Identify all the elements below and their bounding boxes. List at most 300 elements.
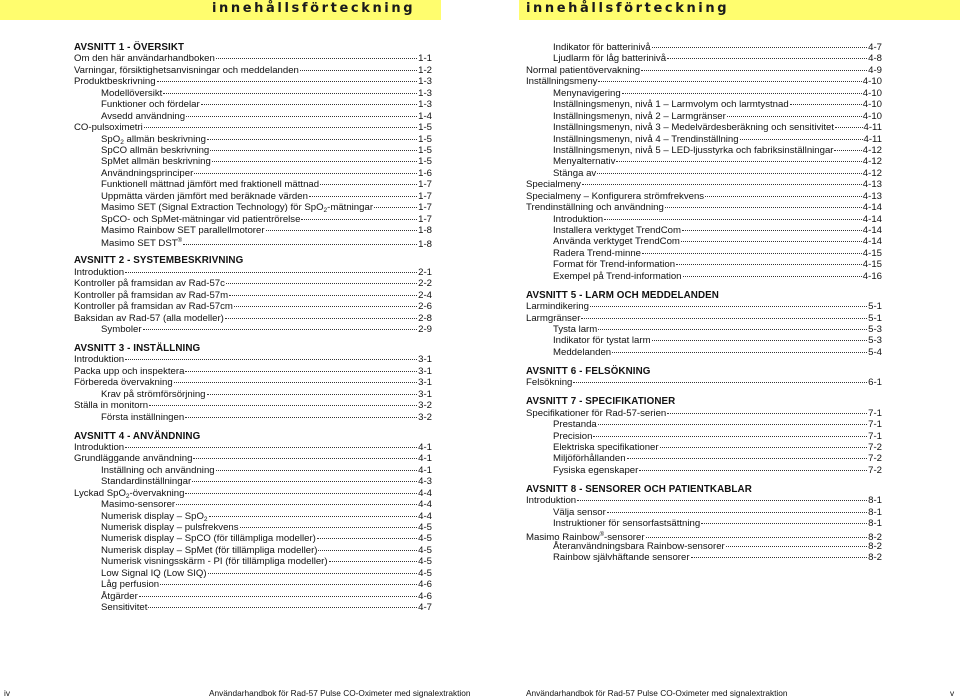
toc-entry[interactable] bbox=[526, 377, 882, 388]
toc-entry-title-text: Masimo-sensorer bbox=[101, 499, 176, 511]
toc-entry-title bbox=[101, 99, 200, 110]
toc-entry-title bbox=[101, 545, 317, 556]
toc-subentry[interactable] bbox=[526, 88, 882, 99]
header-title-left: innehållsförteckning bbox=[212, 1, 416, 16]
toc-entry[interactable] bbox=[74, 354, 432, 365]
toc-entry-title-text: Masimo SET (Signal Extraction Technology) för SpO bbox=[101, 202, 324, 214]
dot-leader bbox=[234, 306, 417, 307]
toc-page-number: 1-6 bbox=[418, 167, 432, 179]
toc-subentry[interactable] bbox=[526, 248, 882, 259]
dot-leader bbox=[691, 557, 868, 558]
toc-subentry[interactable] bbox=[526, 347, 882, 358]
toc-entry[interactable] bbox=[526, 495, 882, 506]
toc-subentry[interactable] bbox=[526, 225, 882, 236]
dot-leader bbox=[309, 196, 417, 197]
toc-entry[interactable] bbox=[74, 400, 432, 411]
toc-page-number: 1-5 bbox=[418, 122, 432, 134]
toc-page-number: 1-4 bbox=[418, 110, 432, 122]
section-spacer bbox=[74, 335, 432, 343]
toc-entry-title-text: Precision bbox=[553, 430, 593, 442]
toc-subentry[interactable] bbox=[526, 236, 882, 247]
toc-subentry[interactable] bbox=[74, 88, 432, 99]
toc-entry-title-text: Numerisk display – SpO bbox=[101, 510, 204, 522]
dot-leader bbox=[705, 196, 862, 197]
toc-entry-title-text: Standardinställningar bbox=[101, 476, 192, 488]
toc-entry-title bbox=[553, 225, 681, 236]
toc-entry-title-text: Tysta larm bbox=[553, 324, 598, 335]
toc-entry[interactable] bbox=[74, 377, 432, 388]
toc-entry-title-text: Låg perfusion bbox=[101, 579, 160, 591]
toc-subentry[interactable] bbox=[74, 389, 432, 400]
toc-entry[interactable] bbox=[526, 313, 882, 324]
toc-entry-title bbox=[526, 408, 666, 419]
toc-entry-title bbox=[74, 366, 184, 377]
toc-subentry[interactable] bbox=[74, 465, 432, 476]
toc-entry-title bbox=[553, 214, 603, 225]
toc-entry-title-text: Krav på strömförsörjning bbox=[101, 388, 206, 400]
toc-entry[interactable] bbox=[526, 65, 882, 76]
toc-entry[interactable] bbox=[74, 278, 432, 289]
dot-leader bbox=[598, 81, 861, 82]
toc-entry-title bbox=[101, 145, 209, 156]
toc-subentry[interactable] bbox=[74, 602, 432, 613]
toc-entry-title-text: Meddelanden bbox=[553, 346, 612, 358]
dot-leader bbox=[639, 470, 867, 471]
toc-entry[interactable] bbox=[74, 65, 432, 76]
toc-page-number: 4-15 bbox=[862, 247, 882, 259]
dot-leader bbox=[622, 93, 862, 94]
dot-leader bbox=[652, 340, 868, 341]
toc-page-number: 1-7 bbox=[418, 190, 432, 202]
section-heading: AVSNITT 3 - INSTÄLLNING bbox=[74, 342, 201, 354]
dot-leader bbox=[374, 207, 417, 208]
toc-entry-title bbox=[553, 442, 659, 453]
toc-subentry[interactable] bbox=[526, 134, 882, 145]
toc-entry-title bbox=[101, 236, 182, 250]
toc-subentry[interactable] bbox=[74, 134, 432, 145]
toc-subentry[interactable] bbox=[74, 214, 432, 225]
dot-leader bbox=[627, 458, 868, 459]
dot-leader bbox=[612, 352, 867, 353]
toc-entry-title bbox=[74, 290, 228, 301]
toc-subentry[interactable] bbox=[526, 324, 882, 335]
toc-subentry[interactable] bbox=[526, 419, 882, 430]
toc-entry-title-text: Produktbeskrivning bbox=[74, 76, 156, 88]
toc-subentry[interactable] bbox=[74, 236, 432, 250]
toc-subentry[interactable] bbox=[74, 179, 432, 190]
subscript: 2 bbox=[203, 515, 208, 523]
toc-entry-title bbox=[101, 568, 207, 579]
toc-entry-title bbox=[526, 179, 581, 190]
subscript: 2 bbox=[323, 207, 328, 215]
dot-leader bbox=[216, 58, 417, 59]
toc-entry[interactable] bbox=[526, 202, 882, 213]
toc-subentry[interactable] bbox=[526, 552, 882, 563]
toc-entry-title bbox=[553, 259, 675, 270]
toc-page-number: 2-1 bbox=[418, 266, 432, 278]
toc-subentry[interactable] bbox=[74, 545, 432, 556]
toc-entry-title bbox=[553, 156, 615, 167]
toc-entry-title bbox=[74, 65, 299, 76]
footer-text-left: Användarhandbok för Rad-57 Pulse CO-Oximeter med signalextraktion bbox=[209, 688, 471, 698]
footer-text-right: Användarhandbok för Rad-57 Pulse CO-Oximeter med signalextraktion bbox=[526, 688, 788, 698]
toc-entry-title bbox=[101, 191, 308, 202]
toc-page-number: 1-7 bbox=[418, 213, 432, 225]
toc-page-number: 7-1 bbox=[868, 430, 882, 442]
toc-entry-title bbox=[101, 476, 191, 487]
toc-subentry[interactable] bbox=[74, 499, 432, 510]
toc-entry-title-text: SpCO- och SpMet-mätningar vid patientrörelse bbox=[101, 213, 301, 225]
toc-subentry[interactable] bbox=[74, 533, 432, 544]
toc-page-number: 1-5 bbox=[418, 133, 432, 145]
toc-page-number: 8-2 bbox=[868, 540, 882, 552]
toc-page-number: 1-1 bbox=[418, 53, 432, 65]
toc-entry-title bbox=[101, 602, 147, 613]
toc-page-number: 3-1 bbox=[418, 365, 432, 377]
toc-entry-title-text: Välja sensor bbox=[553, 506, 606, 518]
toc-subentry[interactable] bbox=[526, 335, 882, 346]
toc-page-number: 8-1 bbox=[868, 506, 882, 518]
toc-subentry[interactable] bbox=[526, 431, 882, 442]
toc-subentry[interactable] bbox=[74, 568, 432, 579]
toc-entry-title-text: Använda verktyget TrendCom bbox=[553, 236, 680, 248]
toc-page-number: 6-1 bbox=[868, 377, 882, 389]
toc-entry-title-text: Baksidan av Rad-57 (alla modeller) bbox=[74, 312, 224, 324]
toc-entry-title-text: Inställningsmenyn, nivå 4 – Trendinställning bbox=[553, 133, 739, 145]
toc-page-number: 4-10 bbox=[862, 76, 882, 88]
toc-page-number: 4-12 bbox=[862, 144, 882, 156]
dot-leader bbox=[192, 481, 417, 482]
toc-entry-title bbox=[553, 134, 739, 145]
toc-subentry[interactable] bbox=[526, 122, 882, 133]
toc-page-number: 4-4 bbox=[418, 510, 432, 522]
dot-leader bbox=[207, 139, 417, 140]
toc-subentry[interactable] bbox=[526, 271, 882, 282]
dot-leader bbox=[604, 219, 862, 220]
toc-entry-title bbox=[74, 122, 143, 133]
toc-entry[interactable] bbox=[526, 408, 882, 419]
toc-subentry[interactable] bbox=[74, 522, 432, 533]
section-spacer bbox=[526, 358, 882, 366]
toc-entry-title bbox=[553, 248, 641, 259]
toc-entry-title-suffix: -sensorer bbox=[604, 531, 645, 543]
toc-subentry[interactable] bbox=[526, 99, 882, 110]
dot-leader bbox=[573, 382, 867, 383]
toc-entry-title-text: Menynavigering bbox=[553, 87, 621, 99]
toc-subentry[interactable] bbox=[74, 99, 432, 110]
toc-page-number: 4-11 bbox=[863, 122, 882, 134]
dot-leader bbox=[207, 394, 418, 395]
toc-subentry[interactable] bbox=[526, 168, 882, 179]
toc-entry-title-text: Instruktioner för sensorfastsättning bbox=[553, 518, 701, 530]
toc-entry-title-text: Masimo Rainbow SET parallellmotorer bbox=[101, 225, 265, 236]
dot-leader bbox=[212, 161, 417, 162]
toc-entry-title bbox=[553, 347, 611, 358]
toc-entry-title bbox=[526, 65, 640, 76]
toc-entry-title-text: Normal patientövervakning bbox=[526, 64, 641, 76]
toc-subentry[interactable] bbox=[526, 465, 882, 476]
toc-entry-title-text: Numerisk display – SpCO (för tillämpliga modeller) bbox=[101, 533, 316, 545]
toc-entry-title-text: Avsedd användning bbox=[101, 110, 186, 122]
toc-entry-title-text: Specifikationer för Rad-57-serien bbox=[526, 407, 667, 419]
toc-subentry[interactable] bbox=[74, 591, 432, 602]
toc-entry-title bbox=[553, 507, 606, 518]
toc-entry-title-text: SpO bbox=[101, 133, 121, 145]
toc-entry-title bbox=[553, 335, 651, 346]
dot-leader bbox=[185, 417, 417, 418]
toc-subentry[interactable] bbox=[526, 53, 882, 64]
toc-page-number: 4-4 bbox=[418, 487, 432, 499]
dot-leader bbox=[329, 561, 418, 562]
toc-entry[interactable] bbox=[526, 179, 882, 190]
toc-subentry[interactable] bbox=[526, 518, 882, 529]
toc-entry-title-text: Ställa in monitorn bbox=[74, 400, 149, 412]
section-heading: AVSNITT 7 - SPECIFIKATIONER bbox=[526, 396, 676, 408]
toc-page-number: 4-7 bbox=[418, 602, 432, 614]
toc-entry-title bbox=[74, 442, 124, 453]
toc-entry-title bbox=[101, 533, 316, 544]
toc-entry-title bbox=[101, 225, 265, 236]
toc-subentry[interactable] bbox=[526, 145, 882, 156]
toc-page-number: 4-14 bbox=[862, 202, 882, 214]
toc-subentry[interactable] bbox=[74, 145, 432, 156]
toc-page-number: 2-8 bbox=[418, 312, 432, 324]
toc-subentry[interactable] bbox=[74, 324, 432, 335]
toc-page-number: 4-11 bbox=[863, 133, 882, 145]
dot-leader bbox=[597, 173, 862, 174]
toc-entry-title-text: Användningsprinciper bbox=[101, 167, 194, 179]
dot-leader bbox=[665, 207, 862, 208]
toc-entry-title-text: Larmindikering bbox=[526, 301, 589, 313]
toc-entry-title bbox=[101, 556, 328, 567]
dot-leader bbox=[216, 470, 418, 471]
dot-leader bbox=[318, 550, 417, 551]
dot-leader bbox=[240, 527, 418, 528]
dot-leader bbox=[266, 230, 418, 231]
dot-leader bbox=[144, 127, 417, 128]
toc-subentry[interactable] bbox=[526, 111, 882, 122]
toc-entry[interactable] bbox=[74, 267, 432, 278]
toc-entry-title-text: Masimo SET DST bbox=[101, 238, 178, 250]
toc-subentry[interactable] bbox=[74, 111, 432, 122]
toc-entry-title bbox=[101, 111, 185, 122]
toc-entry-title bbox=[74, 377, 173, 388]
toc-page-number: 4-15 bbox=[862, 259, 882, 271]
toc-entry-title-text: Ljudlarm för låg batterinivå bbox=[553, 53, 667, 65]
toc-subentry[interactable] bbox=[526, 507, 882, 518]
toc-subentry[interactable] bbox=[74, 511, 432, 522]
dot-leader bbox=[598, 329, 867, 330]
toc-subentry[interactable] bbox=[526, 214, 882, 225]
toc-entry-title-suffix: allmän beskrivning bbox=[123, 133, 206, 145]
toc-entry-title-text: Inställning och användning bbox=[101, 464, 215, 476]
toc-page-number: 4-5 bbox=[418, 522, 432, 533]
dot-leader bbox=[593, 436, 867, 437]
dot-leader bbox=[676, 264, 862, 265]
toc-subentry[interactable] bbox=[526, 442, 882, 453]
toc-subentry[interactable] bbox=[74, 225, 432, 236]
toc-subentry[interactable] bbox=[526, 156, 882, 167]
dot-leader bbox=[834, 150, 861, 151]
toc-subentry[interactable] bbox=[526, 259, 882, 270]
section-heading: AVSNITT 1 - ÖVERSIKT bbox=[74, 42, 185, 53]
toc-page-number: 2-6 bbox=[418, 301, 432, 313]
toc-page-number: 8-1 bbox=[868, 495, 882, 507]
toc-entry-title bbox=[553, 99, 789, 110]
dot-leader bbox=[225, 318, 417, 319]
toc-page-number: 4-6 bbox=[418, 579, 432, 591]
toc-entry[interactable] bbox=[526, 191, 882, 202]
toc-page-number: 1-3 bbox=[418, 99, 432, 111]
toc-entry-title-text: Indikator för tystat larm bbox=[553, 335, 651, 347]
toc-subentry[interactable] bbox=[526, 541, 882, 552]
toc-entry[interactable] bbox=[526, 301, 882, 312]
toc-page-number: 1-3 bbox=[418, 87, 432, 99]
section-spacer bbox=[526, 282, 882, 290]
toc-entry-title-text: Förbereda övervakning bbox=[74, 377, 173, 389]
toc-subentry[interactable] bbox=[74, 412, 432, 423]
section-heading: AVSNITT 6 - FELSÖKNING bbox=[526, 365, 651, 377]
toc-entry-title-text: Funktioner och fördelar bbox=[101, 99, 200, 111]
toc-entry-title-text: Packa upp och inspektera bbox=[74, 365, 185, 377]
toc-subentry[interactable] bbox=[74, 168, 432, 179]
toc-subentry[interactable] bbox=[74, 476, 432, 487]
toc-entry-title bbox=[526, 313, 580, 324]
toc-entry[interactable] bbox=[74, 76, 432, 87]
toc-page-number: 4-14 bbox=[862, 225, 882, 236]
toc-subentry[interactable] bbox=[74, 156, 432, 167]
toc-entry-title bbox=[553, 236, 680, 247]
dot-leader bbox=[726, 546, 867, 547]
toc-entry-title-text: Introduktion bbox=[526, 495, 577, 507]
toc-entry-title bbox=[74, 267, 124, 278]
section-heading: AVSNITT 8 - SENSORER OCH PATIENTKABLAR bbox=[526, 483, 752, 495]
toc-entry[interactable] bbox=[74, 488, 432, 499]
toc-page-number: 4-4 bbox=[418, 499, 432, 511]
toc-page-number: 4-6 bbox=[418, 590, 432, 602]
toc-page-number: 4-1 bbox=[418, 453, 432, 465]
toc-page-number: 5-3 bbox=[868, 335, 882, 347]
dot-leader bbox=[226, 283, 417, 284]
toc-entry[interactable] bbox=[74, 453, 432, 464]
toc-page-number: 4-1 bbox=[418, 464, 432, 476]
toc-entry-title bbox=[101, 179, 319, 190]
toc-entry-title-text: Trendinställning och användning bbox=[526, 202, 664, 214]
toc-page-number: 5-4 bbox=[868, 346, 882, 358]
toc-entry[interactable] bbox=[74, 366, 432, 377]
toc-subentry[interactable] bbox=[74, 202, 432, 213]
toc-page-number: 4-1 bbox=[418, 441, 432, 453]
toc-page-number: 7-2 bbox=[868, 441, 882, 453]
toc-entry-title bbox=[101, 522, 239, 533]
toc-entry-title bbox=[553, 88, 621, 99]
toc-entry-title-text: Inställningsmenyn, nivå 5 – LED-ljusstyrka och fabriksinställningar bbox=[553, 144, 834, 156]
toc-entry-title-text: Sensitivitet bbox=[101, 602, 148, 614]
toc-entry-title bbox=[101, 324, 142, 335]
toc-entry-title-text: Grundläggande användning bbox=[74, 453, 193, 465]
toc-entry-title-text: Specialmeny bbox=[526, 179, 581, 191]
dot-leader bbox=[148, 607, 417, 608]
dot-leader bbox=[193, 458, 417, 459]
toc-subentry[interactable] bbox=[74, 556, 432, 567]
toc-entry-title bbox=[526, 495, 576, 506]
registered-mark: ® bbox=[177, 238, 183, 245]
dot-leader bbox=[185, 493, 417, 494]
toc-entry-title bbox=[74, 400, 148, 411]
toc-entry-title-text: Low Signal IQ (Low SIQ) bbox=[101, 567, 207, 579]
toc-entry-title-text: Lyckad SpO bbox=[74, 487, 126, 499]
dot-leader bbox=[667, 413, 867, 414]
toc-page-number: 4-10 bbox=[862, 99, 882, 111]
toc-entry[interactable] bbox=[74, 301, 432, 312]
toc-page-number: 1-5 bbox=[418, 156, 432, 168]
dot-leader bbox=[581, 318, 867, 319]
dot-leader bbox=[201, 104, 417, 105]
toc-entry-title bbox=[74, 53, 215, 64]
toc-entry[interactable] bbox=[74, 290, 432, 301]
toc-page-number: 3-2 bbox=[418, 411, 432, 423]
section-spacer bbox=[526, 476, 882, 484]
toc-entry-title bbox=[101, 412, 184, 423]
toc-entry-title-suffix: -övervakning bbox=[129, 487, 185, 499]
dot-leader bbox=[320, 184, 417, 185]
toc-subentry[interactable] bbox=[526, 42, 882, 53]
toc-subentry[interactable] bbox=[526, 453, 882, 464]
toc-entry-title bbox=[101, 499, 175, 510]
toc-entry-title bbox=[526, 76, 597, 87]
dot-leader bbox=[186, 116, 417, 117]
dot-leader bbox=[790, 104, 862, 105]
toc-entry-title bbox=[526, 191, 704, 202]
toc-page-number: 2-4 bbox=[418, 289, 432, 301]
dot-leader bbox=[160, 584, 417, 585]
toc-page-number: 1-5 bbox=[418, 144, 432, 156]
section-spacer bbox=[526, 389, 882, 397]
footer-page-number-left: iv bbox=[4, 688, 10, 698]
toc-entry-title-text: Rainbow självhäftande sensorer bbox=[553, 552, 690, 564]
toc-entry-title bbox=[101, 88, 162, 99]
toc-page-number: 4-5 bbox=[418, 567, 432, 579]
toc-entry[interactable] bbox=[74, 53, 432, 64]
toc-page-number: 4-5 bbox=[418, 556, 432, 568]
toc-page-number: 3-2 bbox=[418, 400, 432, 412]
toc-entry-title bbox=[74, 301, 233, 312]
toc-subentry[interactable] bbox=[74, 579, 432, 590]
dot-leader bbox=[667, 58, 867, 59]
dot-leader bbox=[183, 244, 417, 245]
toc-entry-title-text: Specialmeny – Konfigurera strömfrekvens bbox=[526, 190, 705, 202]
dot-leader bbox=[641, 70, 867, 71]
toc-entry-title-text: Inställningsmenyn, nivå 1 – Larmvolym och larmtystnad bbox=[553, 99, 789, 111]
toc-entry[interactable] bbox=[74, 442, 432, 453]
toc-subentry[interactable] bbox=[74, 191, 432, 202]
toc-entry-title-text: Felsökning bbox=[526, 377, 573, 389]
dot-leader bbox=[577, 500, 867, 501]
toc-column-left bbox=[74, 42, 432, 614]
toc-entry-title-text: Åtgärder bbox=[101, 590, 138, 602]
toc-entry[interactable] bbox=[526, 530, 882, 541]
toc-entry-title-text: Numerisk display – SpMet (för tillämpliga modeller) bbox=[101, 544, 318, 556]
toc-entry-title-text: SpCO allmän beskrivning bbox=[101, 144, 210, 156]
dot-leader bbox=[681, 241, 862, 242]
registered-mark: ® bbox=[599, 531, 605, 538]
toc-entry[interactable] bbox=[74, 313, 432, 324]
dot-leader bbox=[209, 516, 418, 517]
toc-entry[interactable] bbox=[526, 76, 882, 87]
toc-page-number: 4-14 bbox=[862, 213, 882, 225]
toc-entry-title bbox=[553, 122, 834, 133]
toc-entry[interactable] bbox=[74, 122, 432, 133]
